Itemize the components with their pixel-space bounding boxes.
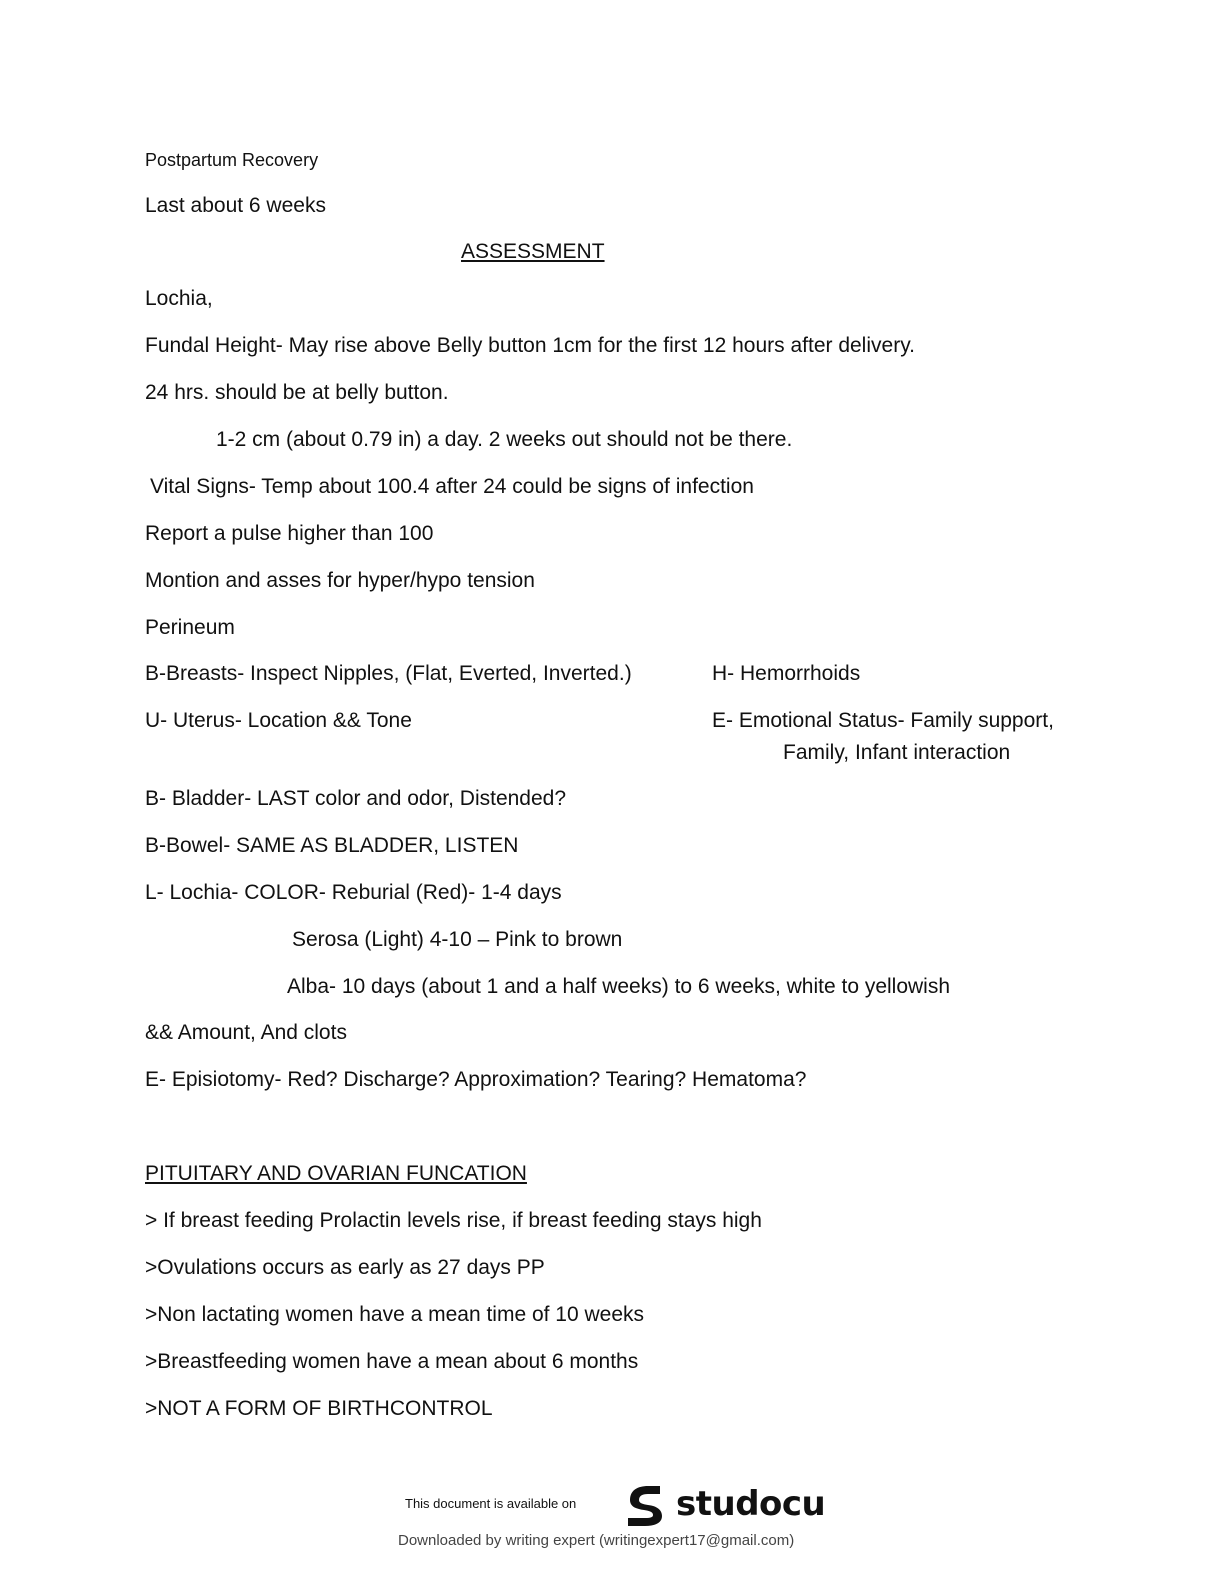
perineum-line: Perineum	[145, 616, 235, 639]
downloaded-by-text: Downloaded by writing expert (writingexpert17@gmail.com)	[398, 1532, 795, 1549]
serosa-line: Serosa (Light) 4-10 – Pink to brown	[292, 928, 623, 951]
prolactin-line: > If breast feeding Prolactin levels rise, if breast feeding stays high	[145, 1209, 762, 1232]
ovulation-line: >Ovulations occurs as early as 27 days PP	[145, 1256, 545, 1279]
studocu-brand-text: studocu	[676, 1484, 826, 1524]
lochia-line: Lochia,	[145, 287, 213, 310]
studocu-logo-icon	[620, 1480, 668, 1528]
vital-signs-line: Vital Signs- Temp about 100.4 after 24 could be signs of infection	[150, 475, 754, 498]
hemorrhoids-line: H- Hemorrhoids	[712, 662, 861, 685]
fundal-rate-line: 1-2 cm (about 0.79 in) a day. 2 weeks out should not be there.	[216, 428, 793, 451]
uterus-line: U- Uterus- Location && Tone	[145, 709, 412, 732]
emotional-status-line: E- Emotional Status- Family support,	[712, 709, 1054, 732]
bowel-line: B-Bowel- SAME AS BLADDER, LISTEN	[145, 834, 519, 857]
episiotomy-line: E- Episiotomy- Red? Discharge? Approximation? Tearing? Hematoma?	[145, 1068, 807, 1091]
alba-line: Alba- 10 days (about 1 and a half weeks) to 6 weeks, white to yellowish	[287, 975, 951, 998]
fundal-24h-line: 24 hrs. should be at belly button.	[145, 381, 449, 404]
tension-line: Montion and asses for hyper/hypo tension	[145, 569, 535, 592]
assessment-heading: ASSESSMENT	[461, 240, 605, 263]
lochia-color-line: L- Lochia- COLOR- Reburial (Red)- 1-4 days	[145, 881, 562, 904]
pulse-line: Report a pulse higher than 100	[145, 522, 434, 545]
amount-line: && Amount, And clots	[145, 1021, 347, 1044]
birthcontrol-line: >NOT A FORM OF BIRTHCONTROL	[145, 1397, 493, 1420]
available-on-text: This document is available on	[405, 1496, 577, 1511]
breasts-line: B-Breasts- Inspect Nipples, (Flat, Everted, Inverted.)	[145, 662, 632, 685]
emotional-status-line-2: Family, Infant interaction	[783, 741, 1011, 764]
bladder-line: B- Bladder- LAST color and odor, Distended?	[145, 787, 567, 810]
duration-text: Last about 6 weeks	[145, 194, 326, 217]
studocu-logo[interactable]	[620, 1480, 825, 1528]
pituitary-heading: PITUITARY AND OVARIAN FUNCATION	[145, 1162, 527, 1185]
fundal-height-line: Fundal Height- May rise above Belly button 1cm for the first 12 hours after delivery.	[145, 334, 915, 357]
doc-title: Postpartum Recovery	[145, 150, 319, 170]
non-lactating-line: >Non lactating women have a mean time of 10 weeks	[145, 1303, 645, 1326]
breastfeeding-line: >Breastfeeding women have a mean about 6 months	[145, 1350, 639, 1373]
